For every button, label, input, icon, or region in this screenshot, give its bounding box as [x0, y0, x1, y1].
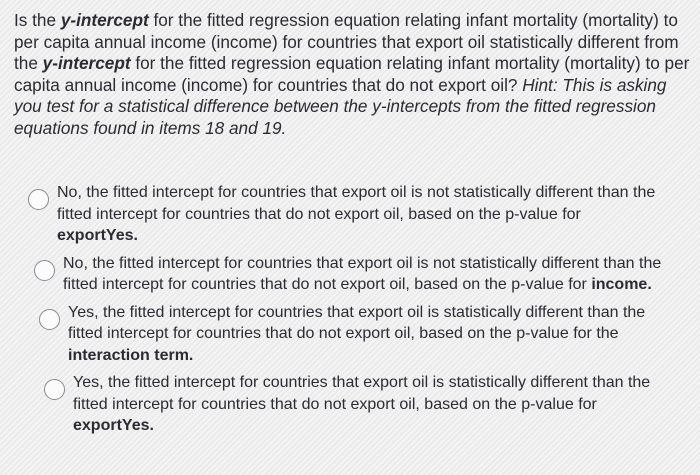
question-hint: Hint: This is asking you test for a statistical difference between the y-intercepts from the fitted regression equations found in items 18 and 19. [14, 74, 667, 138]
radio-button[interactable] [34, 260, 55, 281]
question-text [14, 10, 690, 139]
answer-option-label [68, 302, 668, 367]
answer-option-text: Yes, the fitted intercept for countries that export oil is statistically different than the fitted intercept for countries that do not export oil, based on the p-value for [73, 374, 651, 413]
answer-option[interactable] [44, 372, 678, 437]
answer-option-text: No, the fitted intercept for countries that export oil is not statistically different than the fitted intercept for countries that do not export oil, based on the p-value for [63, 254, 662, 293]
question-part3: for the fitted regression equation relating infant mortality (mortality) to per capita annual income (income) for countries that do not export oil? [14, 53, 690, 95]
answer-option-emphasis: exportYes. [73, 417, 154, 434]
question-term1: y-intercept [60, 10, 149, 30]
answer-option-emphasis: exportYes. [57, 227, 138, 244]
question-part1: Is the [14, 10, 61, 30]
answer-option[interactable] [39, 302, 678, 367]
answer-option-label [63, 253, 663, 296]
answer-options [28, 182, 678, 443]
question-term2: y-intercept [42, 53, 131, 73]
answer-option-emphasis: interaction term. [68, 346, 194, 364]
answer-option-label [57, 182, 657, 247]
answer-option[interactable] [28, 182, 678, 247]
answer-option[interactable] [34, 253, 678, 296]
answer-option-emphasis: income. [591, 276, 652, 293]
question-part2: for the fitted regression equation relating infant mortality (mortality) to per capita annual income (income) for countries that export oil statistically different from the [14, 10, 679, 73]
answer-option-label [73, 372, 673, 437]
radio-button[interactable] [28, 189, 49, 210]
radio-button[interactable] [44, 379, 65, 400]
answer-option-text: No, the fitted intercept for countries that export oil is not statistically different than the fitted intercept for countries that do not export oil, based on the p-value for [57, 184, 656, 223]
answer-option-text: Yes, the fitted intercept for countries that export oil is statistically different than the fitted intercept for countries that do not export oil, based on the p-value for the [68, 303, 646, 342]
radio-button[interactable] [39, 309, 60, 330]
